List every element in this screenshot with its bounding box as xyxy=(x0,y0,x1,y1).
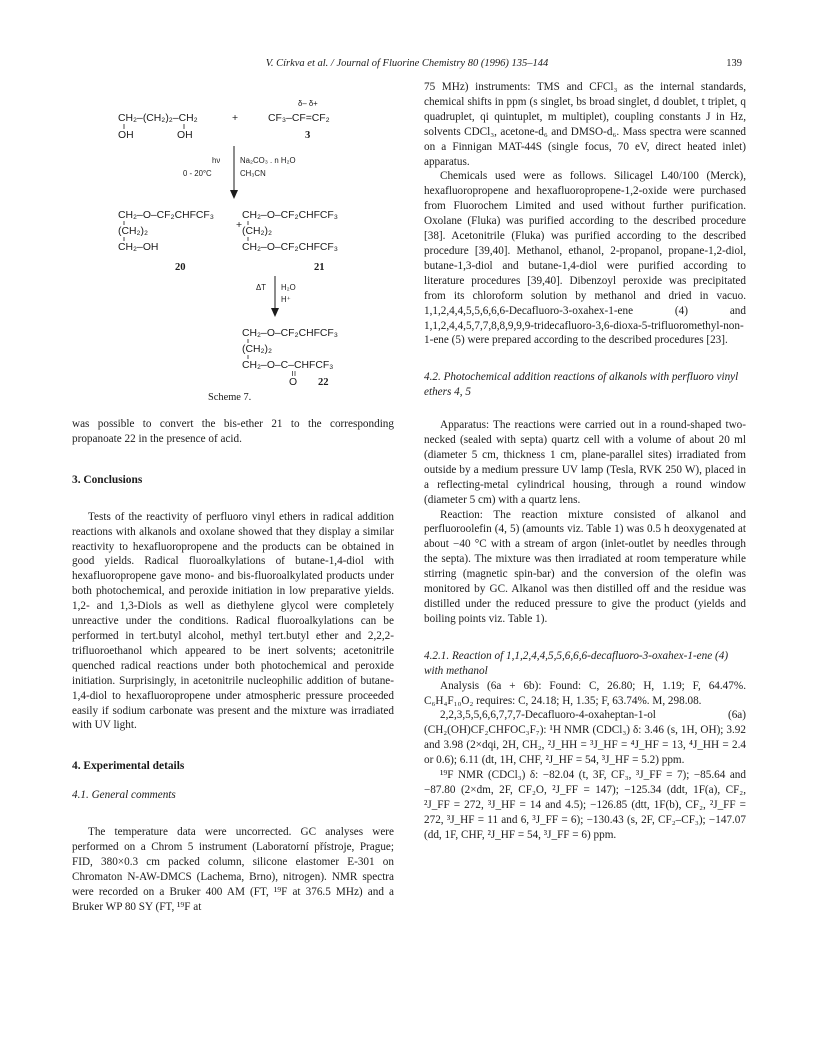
plus-sign: + xyxy=(232,113,239,124)
condition-water: H₂O xyxy=(281,283,296,292)
product-21-line-1: CH₂–O–CF₂CHFCF₃ xyxy=(242,210,339,221)
paragraph: 75 MHz) instruments: TMS and CFCl₃ as the internal standards, chemical shifts in ppm (s singlet, bs broad singlet, d doublet, t triplet, q quadruplet, qi quintuplet, m multiplet), coupling constants J in Hz, solvents CDCl₃, acetone-d₆ and DMSO-d₆. Mass spectra were scanned on a Finnigan MAT-44S (single focus, 70 eV, direct heated inlet) apparatus. xyxy=(424,81,746,168)
paragraph: Apparatus: The reactions were carried out in a round-shaped two-necked (sealed with septa) quartz cell with a volume of about 20 ml (diameter 5 cm, thickness 1 cm, plane-parallel sites) irradiated from outside by a medium pressure UV lamp (Tesla, RVK 250 W), placed in a reflecting-metal cylindrical housing, through a round window (diameter 5 cm) with a quartz lens. xyxy=(424,419,746,506)
product-21-line-2: (CH₂)₂ xyxy=(242,226,272,237)
paragraph: 2,2,3,5,5,6,6,7,7,7-Decafluoro-4-oxaheptan-1-ol (6a) (CH₂(OH)CF₂CHFOC₃F₇): ¹H NMR (CDCl₃) δ: 3.46 (s, 1H, OH); 3.92 and 3.98 (2×dqi, 2H, CH₂, ²J_HH = ³J_HF = ⁴J_HF = 13, ⁴J_HH = 2.4 or 0.6); 6.11 (dt, 1H, CHF, ²J_HF = 54, ³J_HF = 5.2) ppm. xyxy=(424,709,746,767)
product-22-line-1: CH₂–O–CF₂CHFCF₃ xyxy=(242,328,339,339)
left-column xyxy=(72,80,394,915)
plus-sign-2: + xyxy=(236,220,243,231)
product-20-line-3: CH₂–OH xyxy=(118,242,159,253)
paragraph: The temperature data were uncorrected. GC analyses were performed on a Chrom 5 instrument (Laboratorní přístroje, Prague; FID, 380×0.3 cm packed column, silicone elastomer E-301 on Chromaton N-AW-DMCS (Lachema, Brno), nitrogen). NMR spectra were recorded on a Bruker 400 AM (FT, ¹⁹F at 376.5 MHz) and a Bruker WP 80 SY (FT, ¹⁹F at xyxy=(72,826,394,913)
paragraph: was possible to convert the bis-ether 21 to the corresponding propanoate 22 in the presence of acid. xyxy=(72,418,394,445)
running-head: V. Církva et al. / Journal of Fluorine Chemistry 80 (1996) 135–144 xyxy=(265,58,549,69)
scheme-7 xyxy=(72,80,394,403)
compound-number-21: 21 xyxy=(314,262,325,273)
product-20-line-1: CH₂–O–CF₂CHFCF₃ xyxy=(118,210,215,221)
subsection-heading: 4.2. Photochemical addition reactions of alkanols with perfluoro vinyl ethers 4, 5 xyxy=(424,371,739,399)
condition-hv: hν xyxy=(212,156,221,165)
compound-number-22: 22 xyxy=(318,377,329,388)
product-22-line-4: O xyxy=(289,377,298,388)
paragraph: Analysis (6a + 6b): Found: C, 26.80; H, 1.19; F, 64.47%. C₆H₄F₁₀O₂ requires: C, 24.18; H, 1.35; F, 63.74%. M, 298.08. xyxy=(424,679,746,707)
partial-charges: δ– δ+ xyxy=(298,99,318,108)
right-column xyxy=(424,80,746,843)
scheme-caption: Scheme 7. xyxy=(208,392,252,403)
product-21-line-3: CH₂–O–CF₂CHFCF₃ xyxy=(242,242,339,253)
reactant-1-chain: CH₂–(CH₂)₂–CH₂ xyxy=(118,113,198,124)
compound-number-20: 20 xyxy=(175,262,186,273)
product-22-line-2: (CH₂)₂ xyxy=(242,344,272,355)
section-heading: 3. Conclusions xyxy=(72,473,143,486)
condition-solvent: CH₃CN xyxy=(240,169,266,178)
subsection-heading: 4.2.1. Reaction of 1,1,2,4,4,5,5,6,6,6-decafluoro-3-oxahex-1-ene (4) with methanol xyxy=(424,649,729,677)
condition-temperature: 0 - 20°C xyxy=(183,169,212,178)
scheme-7-drawing xyxy=(72,80,394,403)
paragraph: Tests of the reactivity of perfluoro vinyl ethers in radical addition reactions with alkanols and oxolane showed that they display a similar reactivity to hexafluoropropene and the products can be obtained in good yields. Radical fluoroalkylations of butane-1,4-diol with hexafluoropropene gave mono- and bis-fluoroalkylated products under both photochemical, and peroxide initiation in low preparative yields. 1,2- and 1,3-Diols as well as diethylene glycol were completely unreactive under the conditions. Radical fluoroalkylations can be performed in tert.butyl alcohol, methyl tert.butyl ether and 2,2,2-trifluoroethanol which appeared to be inert solvents; acetonitrile quenched radical reactions under both photochemical and peroxide initiation. Surprisingly, in acetonitrile nucleophilic addition of butane-1,4-diol to hexafluoropropene under atmospheric pressure proceeded easily if sodium carbonate was present and the mixture was irradiated with UV light. xyxy=(72,510,394,732)
page-number: 139 xyxy=(726,58,742,69)
reactant-1-oh-left: OH xyxy=(118,130,134,141)
reactant-1-oh-right: OH xyxy=(177,130,193,141)
arrow-head-icon xyxy=(271,308,279,317)
paragraph: ¹⁹F NMR (CDCl₃) δ: −82.04 (t, 3F, CF₃, ³J_FF = 7); −85.64 and −87.80 (2×dm, 2F, CF₂O, ²J_FF = 147); −125.34 (ddt, 1F(a), CF₂, ²J_FF = 272, ³J_HF = 14 and 4.5); −126.85 (dtt, 1F(b), CF₂, ²J_FF = 272, ³J_HF = 11 and 6, ³J_FF = 6); −130.43 (s, 2F, CF₂–CF₃); −147.07 (dd, 1F, CHF, ²J_HF = 54, ³J_FF = 6) ppm. xyxy=(424,769,746,841)
subsection-heading: 4.1. General comments xyxy=(72,789,176,802)
condition-acid: H⁺ xyxy=(281,295,291,304)
product-22-line-3: CH₂–O–C–CHFCF₃ xyxy=(242,360,334,371)
arrow-head-icon xyxy=(230,190,238,199)
condition-base: Na₂CO₃ . n H₂O xyxy=(240,156,296,165)
section-heading: 4. Experimental details xyxy=(72,760,185,773)
paragraph: Reaction: The reaction mixture consisted of alkanol and perfluoroolefin (4, 5) (amounts viz. Table 1) was 0.5 h deoxygenated at about −40 °C with a stream of argon (inlet-outlet by needles through the septa). The mixture was then irradiated at room temperature while stirring (magnetic spin-bar) and the conversion of the olefin was monitored by GC. Alkanol was then distilled off and the residue was distilled under the reduced pressure to give the product (yields and boiling points viz. Table 1). xyxy=(424,508,746,625)
product-20-line-2: (CH₂)₂ xyxy=(118,226,148,237)
reactant-2: CF₃–CF=CF₂ xyxy=(268,113,330,124)
paragraph: Chemicals used were as follows. Silicagel L40/100 (Merck), hexafluoropropene and hexafluoropropene-1,2-oxide were purchased from Fluorochem Limited and used without further purification. Oxolane (Fluka) was purified according to the described procedure [38]. Acetonitrile (Fluka) was purified according to the described procedure [39,40]. Methanol, ethanol, 2-propanol, propane-1,2-diol, butane-1,3-diol and butane-1,4-diol were purified according to literature procedures [39,40]. Dibenzoyl peroxide was precipitated from its chloroform solution by methanol and dried in vacuo. 1,1,2,4,4,5,5,6,6,6-Decafluoro-3-oxahex-1-ene (4) and 1,1,2,4,4,5,7,7,8,8,9,9,9-tridecafluoro-3,6-dioxa-5-trifluoromethyl-non-1-ene (5) were prepared according to the described procedures [23]. xyxy=(424,170,746,347)
condition-heat: ΔT xyxy=(256,283,266,292)
compound-number-3: 3 xyxy=(305,130,311,141)
